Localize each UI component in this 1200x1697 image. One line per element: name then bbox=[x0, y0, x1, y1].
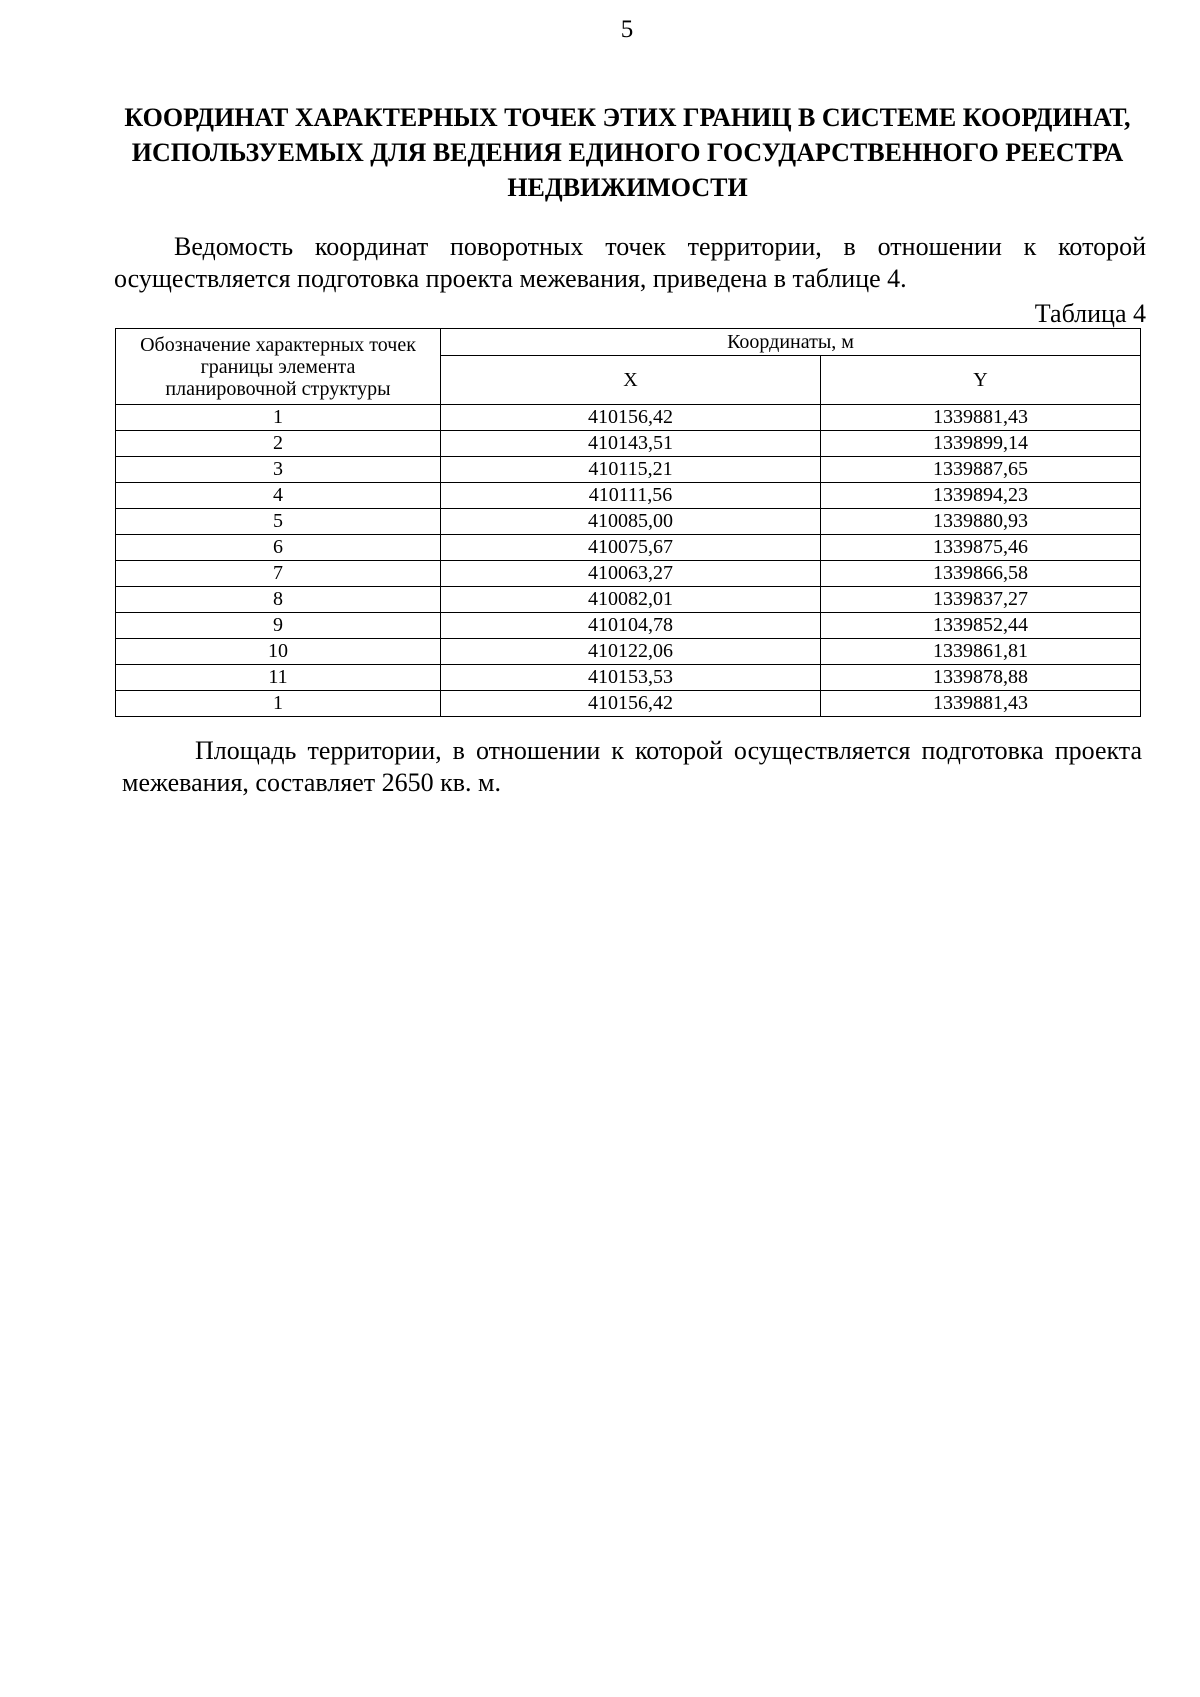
coordinates-table bbox=[115, 328, 1141, 717]
cell-point: 4 bbox=[116, 483, 441, 509]
cell-point: 3 bbox=[116, 457, 441, 483]
cell-point: 10 bbox=[116, 639, 441, 665]
cell-y: 1339878,88 bbox=[821, 665, 1141, 691]
cell-x: 410085,00 bbox=[441, 509, 821, 535]
cell-x: 410063,27 bbox=[441, 561, 821, 587]
cell-x: 410156,42 bbox=[441, 405, 821, 431]
table-row bbox=[116, 587, 1141, 613]
table-row bbox=[116, 639, 1141, 665]
header-x: X bbox=[441, 356, 821, 405]
cell-y: 1339881,43 bbox=[821, 405, 1141, 431]
table-row bbox=[116, 561, 1141, 587]
cell-x: 410104,78 bbox=[441, 613, 821, 639]
cell-y: 1339875,46 bbox=[821, 535, 1141, 561]
cell-point: 6 bbox=[116, 535, 441, 561]
table-header-row bbox=[116, 329, 1141, 356]
table-row bbox=[116, 691, 1141, 717]
cell-y: 1339887,65 bbox=[821, 457, 1141, 483]
table-row bbox=[116, 613, 1141, 639]
table-row bbox=[116, 483, 1141, 509]
cell-x: 410082,01 bbox=[441, 587, 821, 613]
cell-y: 1339861,81 bbox=[821, 639, 1141, 665]
cell-x: 410075,67 bbox=[441, 535, 821, 561]
cell-point: 1 bbox=[116, 405, 441, 431]
cell-x: 410111,56 bbox=[441, 483, 821, 509]
area-paragraph: Площадь территории, в отношении к которой осуществляется подготовка проекта межевания, составляет 2650 кв. м. bbox=[122, 736, 1142, 797]
cell-point: 2 bbox=[116, 431, 441, 457]
table-row bbox=[116, 665, 1141, 691]
cell-point: 11 bbox=[116, 665, 441, 691]
cell-point: 1 bbox=[116, 691, 441, 717]
page-number: 5 bbox=[620, 16, 634, 43]
table-row bbox=[116, 535, 1141, 561]
cell-x: 410153,53 bbox=[441, 665, 821, 691]
cell-x: 410156,42 bbox=[441, 691, 821, 717]
cell-point: 8 bbox=[116, 587, 441, 613]
table-caption: Таблица 4 bbox=[1034, 299, 1146, 328]
cell-point: 9 bbox=[116, 613, 441, 639]
cell-y: 1339894,23 bbox=[821, 483, 1141, 509]
cell-y: 1339866,58 bbox=[821, 561, 1141, 587]
table-row bbox=[116, 405, 1141, 431]
cell-x: 410143,51 bbox=[441, 431, 821, 457]
table-row bbox=[116, 431, 1141, 457]
cell-y: 1339899,14 bbox=[821, 431, 1141, 457]
cell-x: 410115,21 bbox=[441, 457, 821, 483]
cell-point: 5 bbox=[116, 509, 441, 535]
table-row bbox=[116, 457, 1141, 483]
cell-y: 1339837,27 bbox=[821, 587, 1141, 613]
table-row bbox=[116, 509, 1141, 535]
cell-y: 1339880,93 bbox=[821, 509, 1141, 535]
section-heading: КООРДИНАТ ХАРАКТЕРНЫХ ТОЧЕК ЭТИХ ГРАНИЦ В СИСТЕМЕ КООРДИНАТ, ИСПОЛЬЗУЕМЫХ ДЛЯ ВЕДЕНИЯ ЕДИНОГО ГОСУДАРСТВЕННОГО РЕЕСТРА НЕДВИЖИМОСТИ bbox=[124, 103, 1131, 202]
header-coordinates: Координаты, м bbox=[441, 329, 1141, 356]
cell-x: 410122,06 bbox=[441, 639, 821, 665]
cell-y: 1339852,44 bbox=[821, 613, 1141, 639]
cell-y: 1339881,43 bbox=[821, 691, 1141, 717]
cell-point: 7 bbox=[116, 561, 441, 587]
header-point-designation: Обозначение характерных точек границы элемента планировочной структуры bbox=[116, 329, 441, 405]
intro-paragraph: Ведомость координат поворотных точек территории, в отношении к которой осуществляется подготовка проекта межевания, приведена в таблице 4. bbox=[114, 232, 1146, 293]
header-y: Y bbox=[821, 356, 1141, 405]
